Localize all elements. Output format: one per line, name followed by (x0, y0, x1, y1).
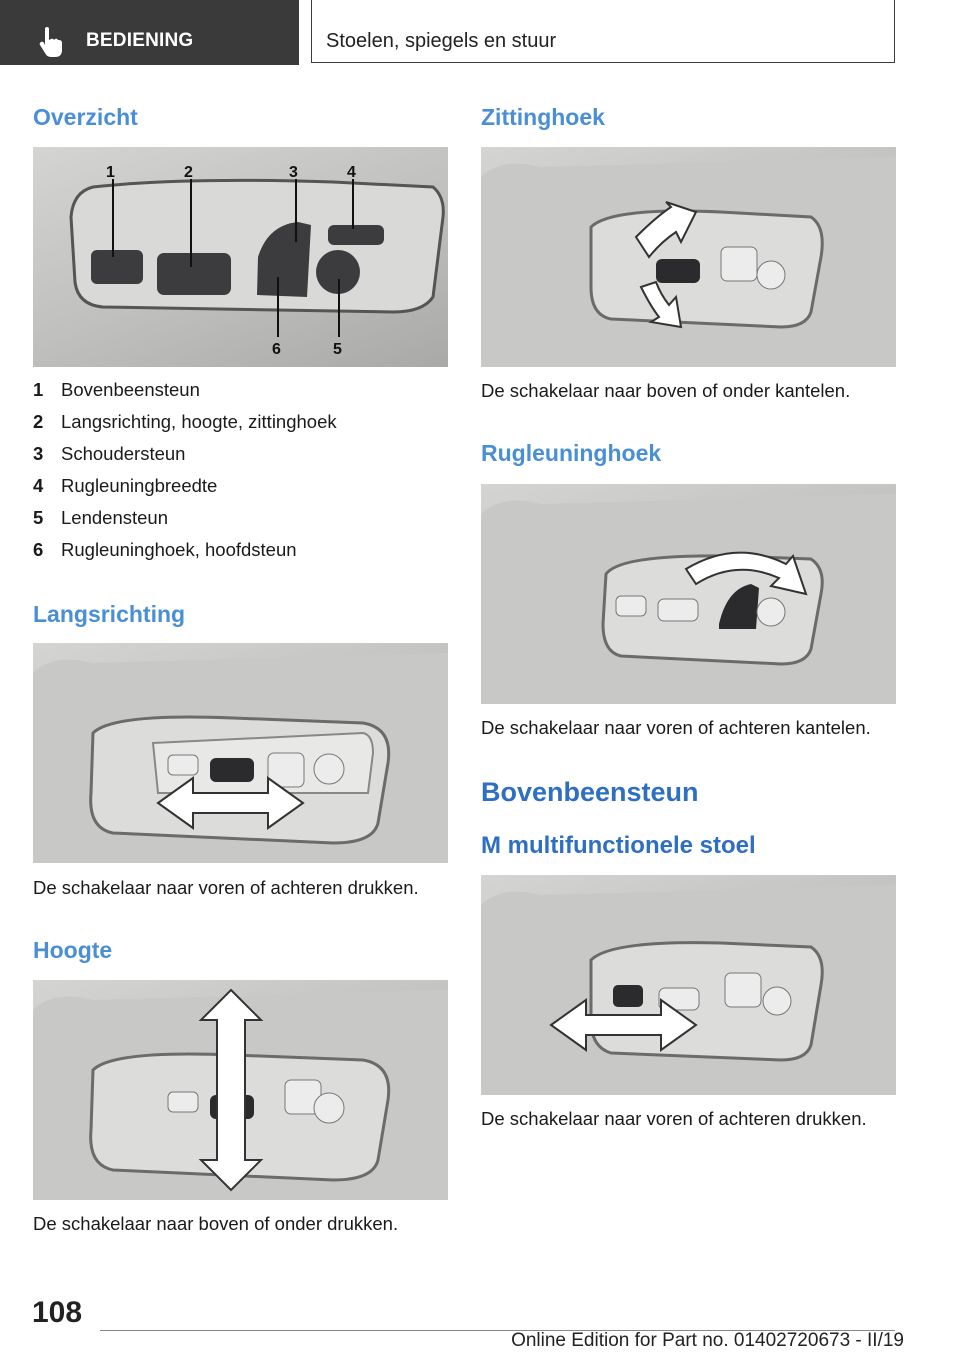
legend-item: 6 Rugleuninghoek, hoofdsteun (33, 539, 297, 560)
callout-5: 5 (333, 341, 342, 358)
section-tab (0, 0, 299, 65)
zittinghoek-heading: Zittinghoek (481, 104, 605, 130)
edition-label: Online Edition for Part no. 01402720673 - II/19 (511, 1330, 904, 1351)
bovenbeensteun-heading: Bovenbeensteun (481, 777, 699, 807)
legend-item: 1 Bovenbeensteun (33, 379, 200, 400)
legend-item: 3 Schoudersteun (33, 443, 186, 464)
chapter-label: Stoelen, spiegels en stuur (326, 30, 557, 52)
zittinghoek-image (481, 147, 896, 367)
legend-item: 4 Rugleuningbreedte (33, 475, 218, 496)
chapter-header (311, 0, 895, 63)
callout-3: 3 (289, 164, 298, 181)
zittinghoek-text: De schakelaar naar boven of onder kantelen. (481, 380, 851, 401)
callout-1: 1 (106, 164, 115, 181)
langsrichting-image (33, 643, 448, 863)
m-stoel-heading: M multifunctionele stoel (481, 832, 756, 859)
callout-4: 4 (347, 164, 356, 181)
m-stoel-text: De schakelaar naar voren of achteren drukken. (481, 1108, 867, 1129)
legend-item: 5 Lendensteun (33, 507, 168, 528)
hoogte-text: De schakelaar naar boven of onder drukken. (33, 1213, 399, 1234)
section-label: BEDIENING (86, 30, 194, 51)
legend-item: 2 Langsrichting, hoogte, zittinghoek (33, 411, 337, 432)
langsrichting-text: De schakelaar naar voren of achteren drukken. (33, 877, 419, 898)
hoogte-heading: Hoogte (33, 937, 113, 963)
rugleuninghoek-text: De schakelaar naar voren of achteren kantelen. (481, 717, 871, 738)
langsrichting-heading: Langsrichting (33, 601, 186, 627)
rugleuninghoek-heading: Rugleuninghoek (481, 440, 662, 466)
hoogte-image (33, 980, 448, 1200)
overzicht-heading: Overzicht (33, 104, 138, 130)
page-number: 108 (32, 1296, 83, 1329)
overview-switches-image (33, 147, 448, 367)
rugleuninghoek-image (481, 484, 896, 704)
callout-6: 6 (272, 341, 281, 358)
hand-pointer-icon (36, 26, 66, 58)
callout-2: 2 (184, 164, 193, 181)
overview-legend (33, 379, 337, 571)
bovenbeensteun-image (481, 875, 896, 1095)
